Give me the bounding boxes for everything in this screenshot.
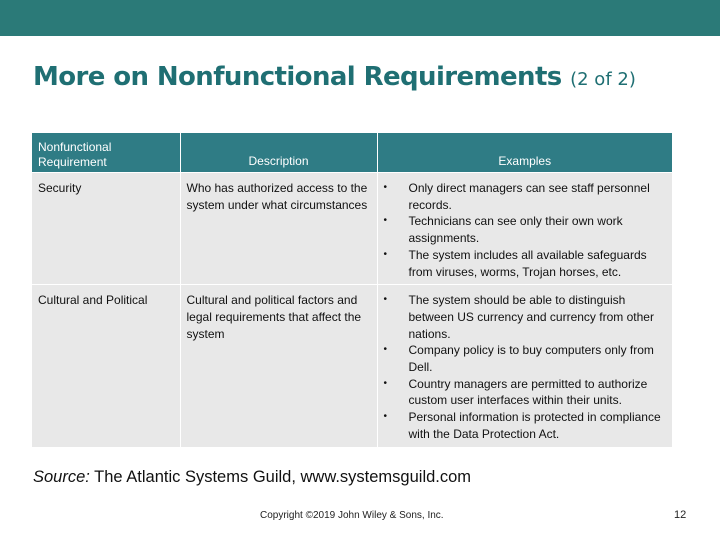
page-number: 12 — [674, 509, 687, 521]
source-text: The Atlantic Systems Guild, www.systemsguild.com — [94, 468, 472, 486]
bullet-icon: • — [383, 248, 388, 260]
requirement-cell: Security — [32, 173, 180, 285]
list-item: • Company policy is to buy computers only from Dell. — [383, 343, 654, 375]
header-description: Description — [180, 133, 377, 173]
list-item: • Country managers are permitted to authorize custom user interfaces within their units. — [383, 376, 648, 408]
header-nonfunctional-requirement: Nonfunctional Requirement — [32, 133, 180, 173]
bullet-icon: • — [383, 182, 388, 193]
bullet-icon: • — [383, 377, 388, 389]
bullet-icon: • — [383, 294, 388, 306]
list-item: • Only direct managers can see staff personnel records. — [383, 181, 650, 212]
bullet-icon: • — [383, 344, 388, 356]
source-citation — [33, 468, 471, 487]
description-cell: Cultural and political factors and legal requirements that affect the system — [180, 285, 377, 447]
list-item: • The system should be able to distinguish between US currency and currency from other nations. — [383, 293, 654, 341]
bullet-icon: • — [383, 215, 388, 227]
requirement-cell: Cultural and Political — [32, 285, 180, 447]
table-row — [32, 173, 672, 285]
header-examples: Examples — [377, 133, 672, 173]
bullet-icon: • — [383, 411, 388, 423]
source-label: Source: — [33, 468, 90, 486]
slide-title — [33, 62, 636, 92]
list-item: • The system includes all available safeguards from viruses, worms, Trojan horses, etc. — [383, 247, 647, 279]
copyright-notice: Copyright ©2019 John Wiley & Sons, Inc. — [260, 510, 444, 521]
description-cell: Who has authorized access to the system under what circumstances — [180, 173, 377, 285]
examples-cell — [377, 173, 672, 285]
list-item: • Technicians can see only their own work assignments. — [383, 214, 623, 246]
examples-list — [384, 292, 667, 442]
table-header-row — [32, 133, 672, 173]
table-row — [32, 285, 672, 447]
slide-title-suffix: (2 of 2) — [570, 69, 636, 90]
list-item: • Personal information is protected in compliance with the Data Protection Act. — [383, 410, 661, 441]
examples-list — [384, 180, 667, 280]
slide-title-main: More on Nonfunctional Requirements — [33, 62, 562, 92]
requirements-table — [32, 133, 672, 447]
top-accent-bar — [0, 0, 720, 36]
examples-cell — [377, 285, 672, 447]
